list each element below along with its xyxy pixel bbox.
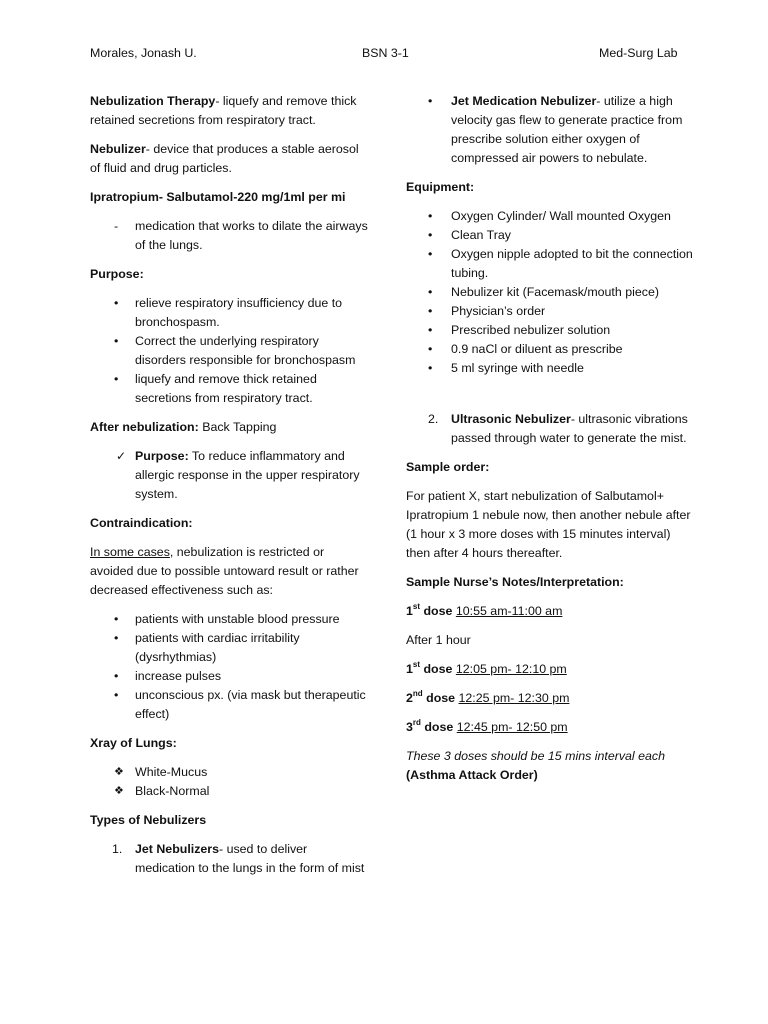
- list-item: [406, 340, 696, 359]
- heading-text: Ipratropium- Salbutamol-220 mg/1ml per mi: [90, 190, 346, 204]
- list-item: [406, 283, 696, 302]
- value: Back Tapping: [198, 420, 277, 434]
- item-text: Physician’s order: [451, 304, 546, 318]
- term: Purpose:: [135, 449, 189, 463]
- list-item: [406, 410, 696, 448]
- bullet-marker: •: [114, 631, 119, 645]
- equipment-list: [406, 207, 696, 378]
- list-item: [90, 294, 370, 332]
- sample-order-text: For patient X, start nebulization of Salbutamol+ Ipratropium 1 nebule now, then another nebule after (1 hour x 3 more doses with 15 minutes interval) then after 4 hours thereafter.: [406, 489, 691, 560]
- spacer: [406, 388, 696, 410]
- item-text: 5 ml syringe with needle: [451, 361, 584, 375]
- list-item: [90, 763, 370, 782]
- after-nebulization: [90, 418, 370, 437]
- dose-line: [406, 660, 696, 679]
- item-text: Correct the underlying respiratory disorders responsible for bronchospasm: [135, 334, 356, 367]
- item-text: To reduce inflammatory and allergic response in the upper respiratory system.: [135, 449, 360, 501]
- purpose-list: [90, 294, 370, 408]
- list-item: [406, 92, 696, 168]
- left-column: [90, 92, 370, 888]
- interval-note: [406, 747, 696, 785]
- item-text: Clean Tray: [451, 228, 511, 242]
- bullet-marker: •: [428, 285, 433, 299]
- item-text: increase pulses: [135, 669, 222, 683]
- dose-number: 2: [406, 691, 413, 705]
- bullet-marker: •: [114, 612, 119, 626]
- dose-suffix: rd: [412, 717, 421, 727]
- list-item: [406, 302, 696, 321]
- contraindication-heading: [90, 514, 370, 533]
- after-hour-line: After 1 hour: [406, 633, 471, 647]
- bullet-marker: •: [428, 304, 433, 318]
- dose-line: [406, 718, 696, 737]
- bullet-marker: •: [428, 342, 433, 356]
- nebulization-therapy-definition: [90, 92, 370, 130]
- heading-text: Sample Nurse’s Notes/Interpretation:: [406, 575, 624, 589]
- dash-marker: -: [114, 219, 119, 233]
- list-item: [90, 610, 370, 629]
- list-item: [406, 321, 696, 340]
- list-item: [90, 332, 370, 370]
- item-text: Oxygen nipple adopted to bit the connection tubing.: [451, 247, 693, 280]
- right-column: [406, 92, 696, 785]
- item-text: Black-Normal: [135, 784, 210, 798]
- bullet-marker: •: [428, 94, 433, 108]
- dose-suffix: nd: [412, 688, 423, 698]
- after-nebulization-list: [90, 447, 370, 504]
- item-text: White-Mucus: [135, 765, 208, 779]
- term: Nebulization Therapy: [90, 94, 216, 108]
- dose-label: [406, 688, 456, 705]
- sample-order-heading: [406, 458, 696, 477]
- jet-medication-list: [406, 92, 696, 168]
- section-label: BSN 3-1: [362, 46, 409, 60]
- underlined-text: In some cases: [90, 545, 170, 559]
- list-item: [90, 782, 370, 801]
- types-list: [90, 840, 370, 878]
- definition: - liquefy and remove thick retained secretions from respiratory tract.: [90, 94, 357, 127]
- ultrasonic-list: [406, 410, 696, 448]
- nurse-notes-heading: [406, 573, 696, 592]
- heading-text: Contraindication:: [90, 516, 193, 530]
- order-note: (Asthma Attack Order): [406, 768, 538, 782]
- dose-label: [406, 717, 454, 734]
- dose-label: [406, 659, 453, 676]
- dose-time: 12:05 pm- 12:10 pm: [455, 662, 567, 676]
- equipment-heading: [406, 178, 696, 197]
- bullet-marker: •: [428, 323, 433, 337]
- dose-word: dose: [420, 604, 453, 618]
- dose-suffix: st: [412, 601, 421, 611]
- xray-list: [90, 763, 370, 801]
- heading-text: Equipment:: [406, 180, 475, 194]
- check-icon: ✓: [116, 449, 127, 463]
- term: Jet Medication Nebulizer: [451, 94, 597, 108]
- course-label: Med-Surg Lab: [599, 46, 678, 60]
- bullet-marker: •: [428, 228, 433, 242]
- dose-number: 1: [406, 662, 413, 676]
- list-item: [90, 840, 370, 878]
- bullet-marker: •: [114, 334, 119, 348]
- list-item: [90, 686, 370, 724]
- item-text: - utilize a high velocity gas flew to generate practice from prescribe solution either oxygen of compressed air powers to nebulate.: [451, 94, 683, 165]
- bullet-marker: •: [114, 296, 119, 310]
- item-text: medication that works to dilate the airways of the lungs.: [135, 219, 368, 252]
- dose-number: 1: [406, 604, 413, 618]
- item-text: 0.9 naCl or diluent as prescribe: [451, 342, 623, 356]
- list-item: [90, 667, 370, 686]
- item-text: - used to deliver medication to the lungs in the form of mist: [135, 842, 365, 875]
- item-text: Oxygen Cylinder/ Wall mounted Oxygen: [451, 209, 671, 223]
- term: After nebulization:: [90, 420, 199, 434]
- item-text: patients with unstable blood pressure: [135, 612, 340, 626]
- student-name: Morales, Jonash U.: [90, 46, 197, 60]
- number-marker: 2.: [428, 412, 439, 426]
- list-item: [90, 629, 370, 667]
- page-header: [0, 46, 768, 64]
- dose-word: dose: [420, 662, 453, 676]
- first-dose-line: [406, 602, 696, 621]
- bullet-marker: •: [428, 361, 433, 375]
- xray-heading: [90, 734, 370, 753]
- bullet-marker: •: [114, 669, 119, 683]
- heading-text: Xray of Lungs:: [90, 736, 177, 750]
- purpose-heading: [90, 265, 370, 284]
- list-item: [90, 370, 370, 408]
- italic-note: These 3 doses should be 15 mins interval each: [406, 749, 665, 763]
- item-text: liquefy and remove thick retained secretions from respiratory tract.: [135, 372, 317, 405]
- bullet-marker: •: [428, 247, 433, 261]
- dose-word: dose: [422, 691, 456, 705]
- dose-time: 12:25 pm- 12:30 pm: [458, 691, 570, 705]
- list-item: [406, 245, 696, 283]
- contraindication-list: [90, 610, 370, 724]
- list-item: [406, 359, 696, 378]
- dose-line: [406, 689, 696, 708]
- item-text: Nebulizer kit (Facemask/mouth piece): [451, 285, 659, 299]
- item-text: - ultrasonic vibrations passed through water to generate the mist.: [451, 412, 688, 445]
- dose-suffix: st: [412, 659, 421, 669]
- ipratropium-heading: [90, 188, 370, 207]
- list-item: [90, 217, 370, 255]
- dose-label: [406, 601, 453, 618]
- term: Nebulizer: [90, 142, 146, 156]
- ipratropium-list: [90, 217, 370, 255]
- definition: - device that produces a stable aerosol of fluid and drug particles.: [90, 142, 359, 175]
- term: Ultrasonic Nebulizer: [451, 412, 571, 426]
- bullet-marker: •: [428, 209, 433, 223]
- bullet-marker: •: [114, 372, 119, 386]
- nebulizer-definition: [90, 140, 370, 178]
- diamond-icon: ❖: [114, 766, 124, 778]
- intro-text: , nebulization is restricted or avoided due to possible untoward result or rather decreased effectiveness such as:: [90, 545, 359, 597]
- dose-time: 12:45 pm- 12:50 pm: [456, 720, 568, 734]
- heading-text: Purpose:: [90, 267, 144, 281]
- diamond-icon: ❖: [114, 785, 124, 797]
- dose-number: 3: [406, 720, 413, 734]
- heading-text: Types of Nebulizers: [90, 813, 207, 827]
- list-item: [406, 226, 696, 245]
- dose-word: dose: [420, 720, 454, 734]
- bullet-marker: •: [114, 688, 119, 702]
- list-item: [90, 447, 370, 504]
- list-item: [406, 207, 696, 226]
- item-text: patients with cardiac irritability (dysrhythmias): [135, 631, 300, 664]
- item-text: relieve respiratory insufficiency due to bronchospasm.: [135, 296, 343, 329]
- contraindication-intro: [90, 543, 370, 600]
- item-text: unconscious px. (via mask but therapeutic effect): [135, 688, 366, 721]
- types-heading: [90, 811, 370, 830]
- dose-time: 10:55 am-11:00 am: [455, 604, 563, 618]
- item-text: Prescribed nebulizer solution: [451, 323, 611, 337]
- heading-text: Sample order:: [406, 460, 490, 474]
- term: Jet Nebulizers: [135, 842, 220, 856]
- number-marker: 1.: [112, 842, 123, 856]
